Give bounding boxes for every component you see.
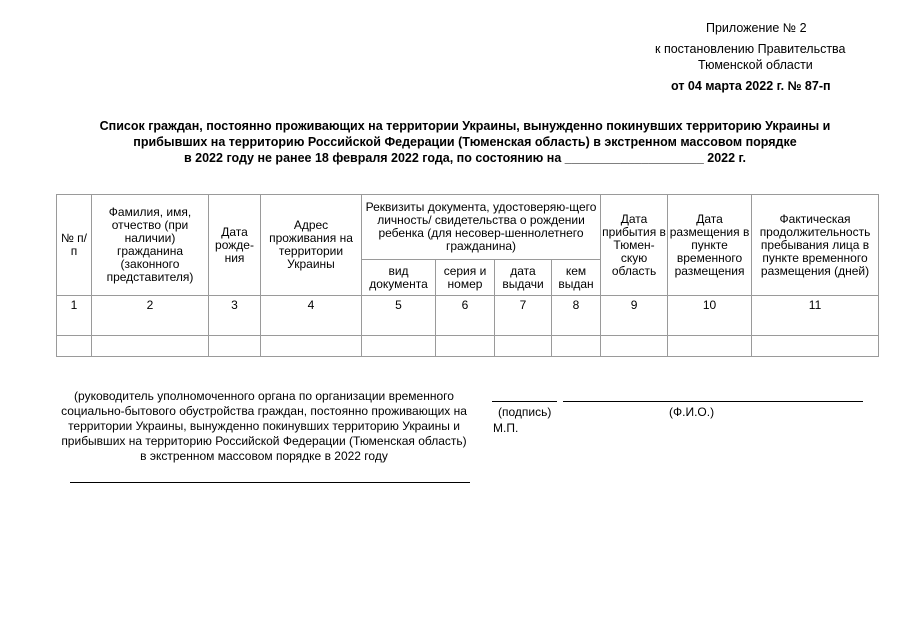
empty-cell xyxy=(57,336,92,357)
appendix-region: Тюменской области xyxy=(698,58,813,72)
col-number-cell: 6 xyxy=(436,296,495,336)
header-number: № п/п xyxy=(57,195,92,296)
empty-cell xyxy=(552,336,601,357)
authority-description: (руководитель уполномоченного органа по организации временного социально-бытового обустройства граждан, постоянно проживающих на территории Украины, вынужденно покинувших территорию Украины и прибывших на территорию Российской Федерации (Тюменская область) в экстренном массовом порядке в 2022 году xyxy=(61,389,467,463)
col-number-cell: 8 xyxy=(552,296,601,336)
empty-cell xyxy=(601,336,668,357)
header-placement-date: Дата размещения в пункте временного размещения xyxy=(668,195,752,296)
empty-cell xyxy=(92,336,209,357)
empty-cell xyxy=(495,336,552,357)
title-line-2: прибывших на территорию Российской Федерации (Тюменская область) в экстренном массовом порядке xyxy=(133,135,797,149)
empty-cell xyxy=(209,336,261,357)
column-numbers-row xyxy=(57,296,879,336)
header-doc-issue-date: дата выдачи xyxy=(495,260,552,296)
col-number-cell: 5 xyxy=(362,296,436,336)
col-number-cell: 7 xyxy=(495,296,552,336)
header-doc-type: вид документа xyxy=(362,260,436,296)
header-stay-duration: Фактическая продолжительность пребывания лица в пункте временного размещения (дней) xyxy=(752,195,879,296)
header-doc-series: серия и номер xyxy=(436,260,495,296)
appendix-decree: к постановлению Правительства xyxy=(655,42,846,56)
appendix-title: Приложение № 2 xyxy=(706,21,807,35)
header-address: Адрес проживания на территории Украины xyxy=(261,195,362,296)
header-full-name: Фамилия, имя, отчество (при наличии) гражданина (законного представителя) xyxy=(92,195,209,296)
col-number-cell: 4 xyxy=(261,296,362,336)
fio-label: (Ф.И.О.) xyxy=(669,405,715,419)
empty-cell xyxy=(668,336,752,357)
signature-line xyxy=(492,401,557,402)
empty-cell xyxy=(261,336,362,357)
authority-signature-line xyxy=(70,482,470,483)
empty-cell xyxy=(436,336,495,357)
col-number-cell: 1 xyxy=(57,296,92,336)
empty-cell xyxy=(362,336,436,357)
col-number-cell: 3 xyxy=(209,296,261,336)
empty-cell xyxy=(752,336,879,357)
header-arrival-date: Дата прибытия в Тюмен-скую область xyxy=(601,195,668,296)
appendix-date-number: от 04 марта 2022 г. № 87-п xyxy=(671,79,831,93)
col-number-cell: 11 xyxy=(752,296,879,336)
stamp-label: М.П. xyxy=(493,421,519,435)
empty-data-row xyxy=(57,336,879,357)
document-title xyxy=(40,118,890,166)
title-line-1: Список граждан, постоянно проживающих на территории Украины, вынужденно покинувших территорию Украины и xyxy=(99,119,831,133)
fio-line xyxy=(563,401,863,402)
header-doc-issuer: кем выдан xyxy=(552,260,601,296)
col-number-cell: 10 xyxy=(668,296,752,336)
signature-label: (подпись) xyxy=(498,405,552,419)
col-number-cell: 9 xyxy=(601,296,668,336)
header-document-details: Реквизиты документа, удостоверяю-щего личность/ свидетельства о рождении ребенка (для несовер-шеннолетнего гражданина) xyxy=(362,195,601,260)
citizens-table xyxy=(56,194,879,357)
header-date-of-birth: Дата рожде-ния xyxy=(209,195,261,296)
col-number-cell: 2 xyxy=(92,296,209,336)
title-line-3: в 2022 году не ранее 18 февраля 2022 года, по состоянию на ____________________ 2022 г. xyxy=(184,151,746,165)
